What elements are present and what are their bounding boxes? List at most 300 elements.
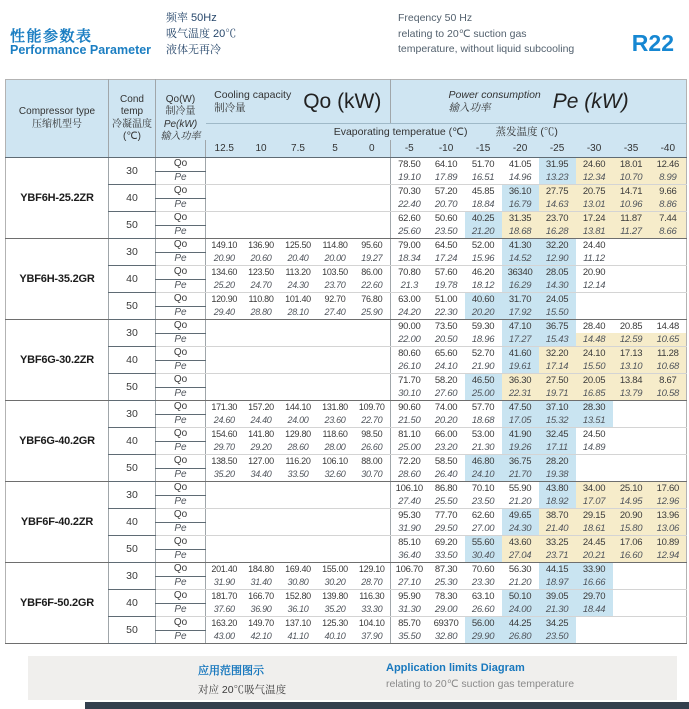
cooling-capacity-cell (317, 347, 354, 361)
cooling-tick: 12.5 (206, 140, 243, 158)
cooling-capacity-cell: 184.80 (248, 564, 274, 574)
evap-value-cell: 33.25 (539, 536, 576, 550)
evap-value-cell (650, 468, 687, 482)
evap-value-cell (613, 279, 650, 293)
evap-value-cell: 12.59 (613, 333, 650, 347)
evap-value-cell: 15.80 (613, 522, 650, 536)
evap-value-cell: 14.63 (539, 198, 576, 212)
cooling-capacity-cell (354, 185, 391, 199)
evap-value-cell: 21.20 (502, 495, 539, 509)
cooling-capacity-cell (317, 320, 354, 334)
cooling-capacity-cell: 109.70 (358, 402, 385, 412)
condition-frequency-zh: 频率 50Hz (166, 12, 217, 24)
evap-value-cell: 15.43 (539, 333, 576, 347)
cooling-capacity-cell: 26.60 (354, 441, 391, 455)
evap-value-cell: 17.06 (613, 536, 650, 550)
cooling-capacity-cell (243, 482, 280, 496)
compressor-type-en: Compressor type (18, 106, 96, 117)
cooling-capacity-cell: 25.90 (354, 306, 391, 320)
cooling-capacity-cell (354, 198, 391, 212)
evap-value-cell: 22.31 (502, 387, 539, 401)
cond-temp-value: 40 (109, 590, 156, 617)
cooling-capacity-cell: 116.30 (359, 591, 385, 601)
evap-value-cell: 32.45 (539, 428, 576, 442)
qo-row (6, 590, 687, 604)
evap-value-cell: 41.90 (502, 428, 539, 442)
col-header-qo-pe: Qo(W) 制冷量 Pe(kW) 输入功率 (156, 80, 206, 158)
evap-value-cell (613, 590, 650, 604)
conditions-zh (166, 10, 236, 58)
evap-value-cell: 12.94 (650, 549, 687, 563)
cooling-capacity-cell: 155.00 (322, 564, 348, 574)
evap-value-cell: 24.10 (465, 468, 502, 482)
row-label: Qo (156, 185, 206, 199)
col-header-compressor-type (6, 80, 109, 158)
cooling-capacity-cell (354, 495, 391, 509)
evap-value-cell: 29.15 (576, 509, 613, 523)
cooling-capacity-cell (206, 320, 243, 334)
evap-value-cell: 16.79 (502, 198, 539, 212)
cooling-capacity-cell: 29.40 (206, 306, 243, 320)
qo-row (6, 185, 687, 199)
cooling-capacity-cell (317, 225, 354, 239)
evap-value-cell: 23.50 (428, 225, 465, 239)
compressor-model: YBF6F-50.2GR (6, 563, 109, 644)
cooling-capacity-cell: 32.60 (317, 468, 354, 482)
compressor-model: YBF6H-35.2GR (6, 239, 109, 320)
evap-value-cell: 28.05 (539, 266, 576, 280)
evap-value-cell: 18.12 (465, 279, 502, 293)
compressor-model: YBF6G-40.2GR (6, 401, 109, 482)
cooling-capacity-cell (280, 495, 317, 509)
evap-value-cell: 47.10 (502, 320, 539, 334)
evap-value-cell: 13.01 (576, 198, 613, 212)
evap-tick: -15 (465, 140, 502, 158)
evap-value-cell: 8.67 (650, 374, 687, 388)
evap-value-cell: 12.96 (650, 495, 687, 509)
cooling-capacity-cell (317, 549, 354, 563)
compressor-model: YBF6H-25.2ZR (6, 158, 109, 239)
cooling-capacity-cell (354, 212, 391, 226)
cooling-capacity-cell: 43.00 (206, 630, 243, 644)
cooling-capacity-cell: 28.70 (354, 576, 391, 590)
evap-value-cell: 46.80 (465, 455, 502, 469)
evap-value-cell: 106.10 (391, 482, 428, 496)
evap-value-cell: 72.20 (391, 455, 428, 469)
evap-value-cell: 29.90 (465, 630, 502, 644)
evap-value-cell (613, 252, 650, 266)
evap-value-cell (650, 239, 687, 253)
cooling-capacity-cell: 19.27 (354, 252, 391, 266)
evap-value-cell: 19.10 (391, 171, 428, 185)
evap-value-cell: 52.00 (471, 240, 495, 251)
evap-value-cell: 13.79 (613, 387, 650, 401)
qo-row (6, 617, 687, 631)
cooling-capacity-cell: 37.60 (206, 603, 243, 617)
cooling-capacity-cell: 101.40 (285, 294, 311, 304)
evap-value-cell: 20.05 (576, 374, 613, 388)
row-label: Qo (156, 239, 206, 253)
evap-value-cell: 28.20 (539, 455, 576, 469)
cooling-capacity-cell: 31.90 (206, 576, 243, 590)
row-label: Pe (156, 198, 206, 212)
evap-value-cell (650, 590, 687, 604)
cooling-capacity-cell (354, 374, 391, 388)
evap-value-cell: 15.96 (465, 252, 502, 266)
evap-value-cell: 46.20 (471, 267, 495, 278)
cooling-capacity-cell: 92.70 (324, 294, 346, 304)
evap-value-cell: 21.30 (465, 441, 502, 455)
cooling-capacity-cell: 37.90 (354, 630, 391, 644)
evap-value-cell: 25.30 (428, 576, 465, 590)
evap-value-cell: 27.75 (539, 185, 576, 199)
cooling-capacity-cell: 131.80 (322, 402, 348, 412)
evap-value-cell: 26.10 (391, 360, 428, 374)
evap-value-cell: 31.70 (502, 293, 539, 307)
cooling-capacity-cell: 34.40 (243, 468, 280, 482)
cooling-capacity-cell (354, 536, 391, 550)
evap-value-cell: 57.20 (434, 186, 458, 197)
cond-temp-value: 40 (109, 428, 156, 455)
evap-value-cell: 21.30 (539, 603, 576, 617)
cooling-capacity-cell: 113.20 (285, 267, 311, 277)
cooling-capacity-cell (206, 522, 243, 536)
evap-value-cell: 25.50 (428, 495, 465, 509)
evap-value-cell: 20.70 (428, 198, 465, 212)
evap-value-cell: 31.95 (539, 158, 576, 172)
cooling-tick: 10 (243, 140, 280, 158)
evap-value-cell: 26.80 (502, 630, 539, 644)
evap-value-cell (576, 306, 613, 320)
evap-value-cell: 23.30 (465, 576, 502, 590)
row-label: Pe (156, 441, 206, 455)
cooling-capacity-cell (280, 320, 317, 334)
evap-value-cell: 36.75 (502, 455, 539, 469)
evap-value-cell: 27.04 (502, 549, 539, 563)
evap-value-cell: 7.44 (650, 212, 687, 226)
evap-value-cell: 11.12 (576, 252, 613, 266)
evap-value-cell: 10.70 (613, 171, 650, 185)
evap-value-cell: 43.80 (539, 482, 576, 496)
evap-value-cell: 24.60 (576, 158, 613, 172)
cooling-capacity-cell (317, 333, 354, 347)
evap-value-cell: 13.06 (650, 522, 687, 536)
evap-value-cell (613, 563, 650, 577)
cooling-capacity-cell (206, 495, 243, 509)
evap-value-cell: 38.70 (539, 509, 576, 523)
cooling-capacity-cell (206, 158, 243, 172)
cooling-capacity-cell (354, 509, 391, 523)
evap-value-cell: 30.10 (391, 387, 428, 401)
evap-value-cell: 41.30 (502, 239, 539, 253)
cooling-capacity-cell (280, 212, 317, 226)
cond-temp-value: 30 (109, 239, 156, 266)
evap-value-cell: 28.60 (391, 468, 428, 482)
evap-value-cell: 24.05 (539, 293, 576, 307)
row-label: Qo (156, 212, 206, 226)
application-limits-footer (28, 656, 677, 700)
evap-value-cell: 21.70 (502, 468, 539, 482)
evap-value-cell: 12.90 (539, 252, 576, 266)
evap-value-cell: 18.92 (539, 495, 576, 509)
evap-value-cell: 40.25 (465, 212, 502, 226)
evap-value-cell: 85.10 (391, 536, 428, 550)
evap-value-cell: 45.85 (471, 186, 495, 197)
evap-value-cell: 55.60 (465, 536, 502, 550)
qo-row (6, 536, 687, 550)
evap-value-cell: 24.45 (576, 536, 613, 550)
evap-value-cell: 36340 (502, 266, 539, 280)
row-label: Qo (156, 293, 206, 307)
cond-temp-value: 30 (109, 401, 156, 428)
evap-value-cell: 70.30 (391, 185, 428, 199)
cooling-capacity-cell: 125.50 (285, 240, 311, 250)
cooling-capacity-cell: 149.10 (206, 239, 243, 253)
cooling-capacity-cell: 22.60 (354, 279, 391, 293)
row-label: Qo (156, 158, 206, 172)
cooling-capacity-cell (243, 320, 280, 334)
page-title-zh: 性能参数表 (10, 28, 93, 45)
cooling-capacity-cell (243, 374, 280, 388)
cooling-capacity-cell (243, 198, 280, 212)
cond-temp-value: 50 (109, 617, 156, 644)
evap-value-cell: 17.27 (502, 333, 539, 347)
evap-value-cell: 16.66 (576, 576, 613, 590)
evap-value-cell: 24.50 (582, 429, 606, 440)
cooling-tick: 5 (317, 140, 354, 158)
evap-value-cell (613, 428, 650, 442)
evaporating-temp-header: Evaporating temperatue (℃) 蒸发温度 (℃) (206, 124, 687, 140)
cooling-capacity-cell: 88.00 (361, 456, 383, 466)
footer-title-zh: 应用范围图示 (198, 665, 264, 677)
evap-value-cell: 24.00 (502, 603, 539, 617)
cooling-capacity-cell (280, 360, 317, 374)
cooling-capacity-cell: 169.40 (285, 564, 311, 574)
row-label: Qo (156, 401, 206, 415)
evap-value-cell: 24.20 (391, 306, 428, 320)
evap-value-cell: 18.96 (465, 333, 502, 347)
qo-row (6, 320, 687, 334)
evap-value-cell: 90.00 (391, 320, 428, 334)
cooling-capacity-cell: 134.60 (206, 266, 243, 280)
evap-value-cell: 51.70 (471, 159, 495, 170)
evap-value-cell: 74.00 (434, 402, 458, 413)
row-label: Pe (156, 468, 206, 482)
evap-value-cell (613, 603, 650, 617)
cooling-capacity-cell (354, 387, 391, 401)
evap-value-cell: 24.40 (582, 240, 606, 251)
cond-temp-unit: (℃) (123, 131, 141, 142)
evap-value-cell: 52.70 (471, 348, 495, 359)
cooling-capacity-cell: 36.90 (243, 603, 280, 617)
evap-value-cell: 29.70 (576, 590, 613, 604)
evap-tick: -5 (391, 140, 428, 158)
evap-value-cell: 20.85 (619, 321, 643, 332)
cooling-capacity-cell (280, 549, 317, 563)
qo-row (6, 428, 687, 442)
evap-value-cell: 22.30 (428, 306, 465, 320)
evap-value-cell: 36.10 (502, 185, 539, 199)
evap-value-cell: 36.75 (539, 320, 576, 334)
evap-value-cell (650, 306, 687, 320)
group-header-power-consumption: Power consumption 输入功率 Pe (kW) (391, 80, 687, 124)
cond-temp-value: 50 (109, 212, 156, 239)
evap-value-cell: 25.60 (391, 225, 428, 239)
cooling-capacity-cell: 22.70 (354, 414, 391, 428)
evap-value-cell: 13.23 (539, 171, 576, 185)
qo-row (6, 293, 687, 307)
cooling-capacity-cell: 41.10 (280, 630, 317, 644)
evap-value-cell: 10.89 (650, 536, 687, 550)
cooling-capacity-cell (206, 549, 243, 563)
cooling-capacity-cell: 24.00 (280, 414, 317, 428)
evap-value-cell: 14.48 (576, 333, 613, 347)
cooling-capacity-cell (317, 198, 354, 212)
cooling-capacity-cell: 123.50 (248, 267, 274, 277)
qo-row (6, 212, 687, 226)
cooling-capacity-cell: 98.50 (361, 429, 383, 439)
row-label: Pe (156, 414, 206, 428)
evap-value-cell: 34.00 (576, 482, 613, 496)
cooling-capacity-cell: 138.50 (206, 455, 243, 469)
evap-value-cell: 18.68 (465, 414, 502, 428)
evap-value-cell (650, 441, 687, 455)
cooling-capacity-cell: 166.70 (248, 591, 274, 601)
row-label: Qo (156, 482, 206, 496)
evap-value-cell: 28.30 (576, 401, 613, 415)
evap-value-cell: 8.66 (650, 225, 687, 239)
cond-temp-value: 50 (109, 536, 156, 563)
evap-value-cell: 32.80 (428, 630, 465, 644)
refrigerant-label: R22 (631, 30, 674, 56)
qo-row (6, 374, 687, 388)
row-label: Qo (156, 428, 206, 442)
qo-row (6, 158, 687, 172)
cooling-capacity-cell: 136.90 (248, 240, 274, 250)
cooling-capacity-cell: 30.70 (354, 468, 391, 482)
cooling-capacity-cell (243, 347, 280, 361)
evap-value-cell: 18.97 (539, 576, 576, 590)
evap-value-cell: 28.40 (582, 321, 606, 332)
cooling-capacity-cell: 181.70 (206, 590, 243, 604)
evap-value-cell: 21.50 (391, 414, 428, 428)
evap-value-cell: 63.10 (471, 591, 495, 602)
evap-value-cell: 31.35 (502, 212, 539, 226)
evap-value-cell: 9.66 (650, 185, 687, 199)
cond-temp-en: Cond temp (120, 93, 144, 117)
evap-value-cell: 32.20 (539, 347, 576, 361)
evap-value-cell: 13.81 (576, 225, 613, 239)
row-label: Pe (156, 495, 206, 509)
cooling-capacity-cell (243, 495, 280, 509)
cooling-capacity-cell (243, 185, 280, 199)
cooling-capacity-cell (243, 360, 280, 374)
compressor-model: YBF6F-40.2ZR (6, 482, 109, 563)
evap-value-cell: 78.30 (434, 591, 458, 602)
cooling-capacity-cell (317, 212, 354, 226)
cooling-capacity-cell: 149.70 (248, 618, 274, 628)
cooling-capacity-cell: 110.80 (248, 294, 274, 304)
cooling-capacity-cell (280, 198, 317, 212)
cooling-capacity-cell: 36.10 (280, 603, 317, 617)
evap-value-cell: 13.51 (576, 414, 613, 428)
evap-value-cell (650, 576, 687, 590)
evap-value-cell: 46.50 (465, 374, 502, 388)
evap-value-cell: 25.00 (465, 387, 502, 401)
cooling-capacity-cell (280, 347, 317, 361)
cond-temp-zh: 冷凝温度 (112, 118, 152, 130)
evap-value-cell: 56.30 (508, 564, 532, 575)
col-header-cond-temp (109, 80, 156, 158)
cooling-capacity-cell: 171.30 (206, 401, 243, 415)
evap-value-cell: 25.00 (391, 441, 428, 455)
evap-value-cell: 18.34 (391, 252, 428, 266)
evap-value-cell: 27.60 (428, 387, 465, 401)
cooling-capacity-cell: 120.90 (206, 293, 243, 307)
evap-value-cell: 13.10 (613, 360, 650, 374)
cooling-capacity-cell (243, 158, 280, 172)
cooling-capacity-cell (280, 225, 317, 239)
cooling-capacity-cell: 106.10 (322, 456, 348, 466)
evap-value-cell: 44.15 (539, 563, 576, 577)
row-label: Qo (156, 455, 206, 469)
evap-value-cell (650, 603, 687, 617)
cooling-capacity-cell: 104.10 (358, 618, 385, 628)
cooling-capacity-cell (206, 360, 243, 374)
cooling-capacity-cell: 33.50 (280, 468, 317, 482)
evap-value-cell: 17.11 (539, 441, 576, 455)
evap-value-cell (613, 266, 650, 280)
footer-en-block (386, 662, 574, 690)
evap-value-cell: 43.60 (502, 536, 539, 550)
cooling-capacity-cell (317, 387, 354, 401)
cooling-capacity-cell: 28.10 (280, 306, 317, 320)
cooling-capacity-cell (317, 495, 354, 509)
evap-value-cell (613, 239, 650, 253)
cooling-capacity-cell: 28.00 (317, 441, 354, 455)
evap-value-cell: 95.90 (391, 590, 428, 604)
evap-value-cell (613, 617, 650, 631)
evap-value-cell: 69370 (433, 618, 459, 629)
cooling-capacity-cell (317, 185, 354, 199)
cooling-capacity-cell: 24.40 (243, 414, 280, 428)
evap-tick: -25 (539, 140, 576, 158)
cooling-capacity-cell (243, 387, 280, 401)
evap-value-cell: 18.61 (576, 522, 613, 536)
evap-value-cell: 95.30 (391, 509, 428, 523)
row-label: Pe (156, 603, 206, 617)
evap-value-cell: 80.60 (391, 347, 428, 361)
cooling-capacity-cell (280, 185, 317, 199)
qo-row (6, 239, 687, 253)
evap-value-cell: 18.84 (465, 198, 502, 212)
cond-temp-value: 40 (109, 266, 156, 293)
evap-value-cell: 23.50 (539, 630, 576, 644)
evap-value-cell: 14.30 (539, 279, 576, 293)
row-label: Qo (156, 347, 206, 361)
evap-tick: -35 (613, 140, 650, 158)
evap-value-cell: 16.60 (613, 549, 650, 563)
compressor-model: YBF6G-30.2ZR (6, 320, 109, 401)
row-label: Qo (156, 617, 206, 631)
evap-value-cell: 26.60 (465, 603, 502, 617)
evap-value-cell: 21.20 (502, 576, 539, 590)
cooling-capacity-cell: 152.80 (285, 591, 311, 601)
cooling-capacity-cell (317, 509, 354, 523)
evap-value-cell: 23.20 (428, 441, 465, 455)
evap-value-cell: 12.46 (650, 158, 687, 172)
evap-value-cell: 23.71 (539, 549, 576, 563)
